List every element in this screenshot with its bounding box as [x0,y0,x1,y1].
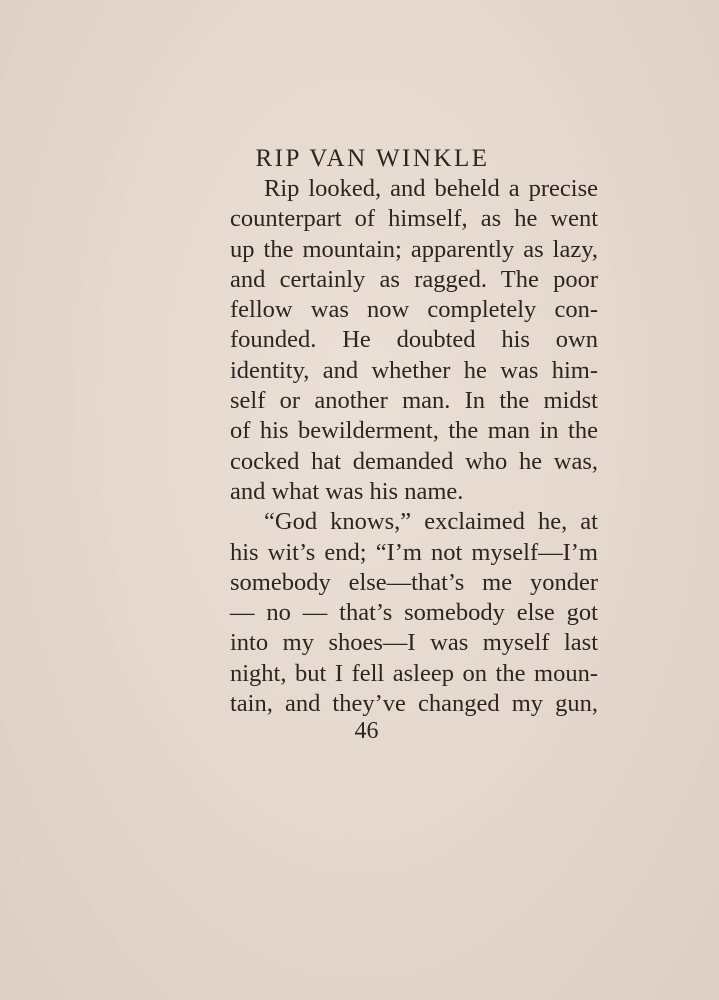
text-line: identity, and whether he was him- [230,356,598,384]
text-line: cocked hat demanded who he was, [230,447,598,475]
text-line: into my shoes—I was myself last [230,629,598,657]
text-line: night, but I fell asleep on the moun- [230,659,598,687]
text-line: founded. He doubted his own [230,326,598,354]
page-number: 46 [354,718,379,744]
text-line: — no — that’s somebody else got [230,599,598,627]
text-line: somebody else—that’s me yonder [230,568,598,596]
text-line: Rip looked, and beheld a precise [264,175,598,202]
text-line: self or another man. In the midst [230,387,598,415]
text-line: tain, and they’ve changed my gun, [230,690,598,718]
text-line: up the mountain; apparently as lazy, [230,235,598,263]
text-line: counterpart of himself, as he went [230,205,598,233]
text-line: fellow was now completely con- [230,296,598,324]
running-head: RIP VAN WINKLE [255,145,490,172]
text-line: and certainly as ragged. The poor [230,265,598,293]
text-line: of his bewilderment, the man in the [230,417,598,445]
text-line: his wit’s end; “I’m not myself—I’m [230,538,598,566]
body-text [230,174,598,719]
text-line: “God knows,” exclaimed he, at [264,508,598,536]
text-line: and what was his name. [230,477,464,505]
